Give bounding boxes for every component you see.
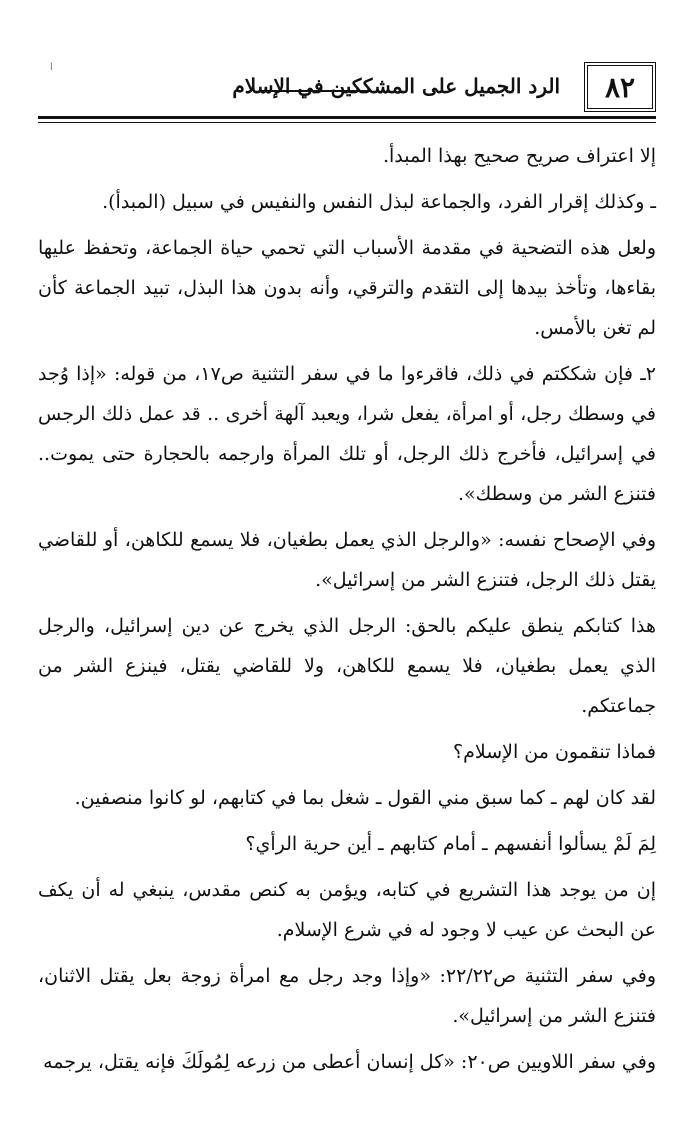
- paragraph: هذا كتابكم ينطق عليكم بالحق: الرجل الذي يخرج عن دين إسرائيل، والرجل الذي يعمل بطغيان، فلا يسمع للكاهن، ولا للقاضي يقتل، فينزع الشر من جماعتكم.: [38, 615, 656, 717]
- paragraph: لقد كان لهم ـ كما سبق مني القول ـ شغل بما في كتابهم، لو كانوا منصفين.: [74, 787, 656, 809]
- body-text: [38, 136, 656, 1088]
- paragraph: إن من يوجد هذا التشريع في كتابه، ويؤمن به كنص مقدس، ينبغي له أن يكف عن البحث عن عيب لا وجود له في شرع الإسلام.: [38, 879, 656, 941]
- paragraph: لِمَ لَمْ يسألوا أنفسهم ـ أمام كتابهم ـ أين حرية الرأي؟: [245, 833, 656, 855]
- paragraph: إلا اعتراف صريح صحيح بهذا المبدأ.: [382, 145, 656, 167]
- paragraph: وفي الإصحاح نفسه: «والرجل الذي يعمل بطغيان، فلا يسمع للكاهن، أو للقاضي يقتل ذلك الرجل، فتنزع الشر من إسرائيل».: [38, 529, 656, 591]
- paragraph: ـ وكذلك إقرار الفرد، والجماعة لبذل النفس والنفيس في سبيل (المبدأ).: [102, 191, 656, 213]
- running-title: الرد الجميل على المشككين في الإسلام: [232, 74, 560, 98]
- title-dash-line: [260, 90, 370, 92]
- page-header: [38, 62, 656, 116]
- paragraph: وفي سفر التثنية ص٢٢/٢٢: «وإذا وجد رجل مع امرأة زوجة بعل يقتل الاثنان، فتنزع الشر من إسرائيل».: [38, 965, 657, 1027]
- page-number: ٨٢: [584, 62, 656, 112]
- margin-mark: ا: [50, 62, 53, 73]
- header-rule: [38, 116, 656, 119]
- paragraph: وفي سفر اللاويين ص٢٠: «كل إنسان أعطى من زرعه لِمُولَكَ فإنه يقتل، يرجمه: [43, 1051, 656, 1073]
- paragraph: ٢ـ فإن شككتم في ذلك، فاقرءوا ما في سفر التثنية ص١٧، من قوله: «إذا وُجد في وسطك رجل، أو امرأة، يفعل شرا، ويعبد آلهة أخرى .. قد عمل ذلك الرجس في إسرائيل، فأخرج ذلك الرجل، أو تلك المرأة وارجمه بالحجارة حتى يموت.. فتنزع الشر من وسطك».: [38, 363, 656, 505]
- paragraph: ولعل هذه التضحية في مقدمة الأسباب التي تحمي حياة الجماعة، وتحفظ عليها بقاءها، وتأخذ بيدها إلى التقدم والترقي، وأنه بدون هذا البذل، تبيد الجماعة كأن لم تغن بالأمس.: [38, 237, 656, 339]
- paragraph: فماذا تنقمون من الإسلام؟: [453, 741, 656, 763]
- header-rule-thin: [38, 122, 656, 123]
